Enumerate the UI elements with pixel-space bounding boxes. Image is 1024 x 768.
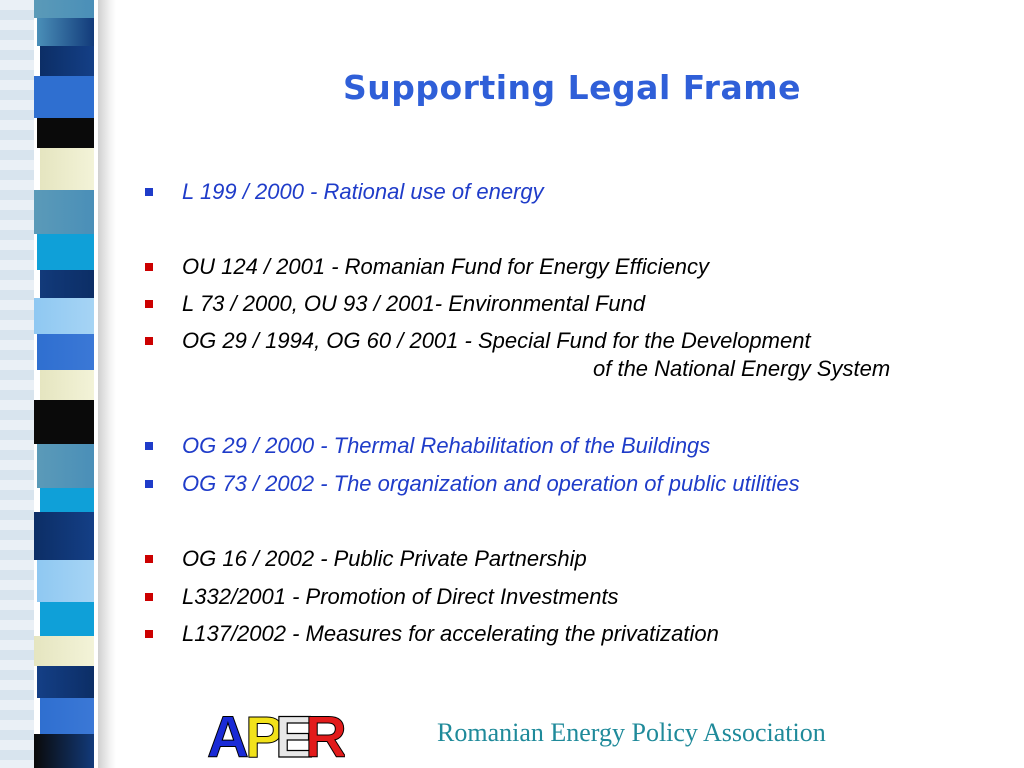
strip-block (37, 18, 94, 46)
strip-block (40, 148, 94, 190)
bullet-square-icon (145, 480, 153, 488)
slide-title: Supporting Legal Frame (343, 68, 801, 107)
strip-block (34, 0, 94, 18)
strip-pattern (0, 0, 34, 768)
aper-logo (205, 703, 345, 759)
bullet-square-icon (145, 630, 153, 638)
strip-block (37, 118, 94, 148)
decorative-side-strip (0, 0, 120, 768)
strip-block (34, 76, 94, 118)
strip-block (34, 190, 94, 234)
strip-block (40, 370, 94, 400)
strip-block (34, 512, 94, 560)
bullet-square-icon (145, 555, 153, 563)
bullet-square-icon (145, 300, 153, 308)
strip-block (34, 400, 94, 444)
strip-shadow (98, 0, 116, 768)
logo-letter-e: E (275, 705, 314, 759)
strip-block (40, 698, 94, 734)
strip-block (37, 444, 94, 488)
strip-block (37, 234, 94, 270)
strip-block (34, 734, 94, 768)
strip-block (37, 560, 94, 602)
logo-letter-r: R (305, 705, 345, 759)
bullet-square-icon (145, 593, 153, 601)
logo-letter-a: A (207, 705, 249, 759)
strip-block (40, 488, 94, 512)
strip-block (37, 334, 94, 370)
strip-block (40, 602, 94, 636)
strip-block (40, 270, 94, 298)
bullet-square-icon (145, 337, 153, 345)
list-item-continuation: of the National Energy System (593, 356, 891, 381)
bullet-square-icon (145, 188, 153, 196)
strip-block (34, 298, 94, 334)
footer-organization: Romanian Energy Policy Association (437, 718, 826, 747)
strip-block (37, 666, 94, 698)
strip-block (34, 636, 94, 666)
bullet-square-icon (145, 263, 153, 271)
logo-letter-p: P (245, 705, 284, 759)
bullet-square-icon (145, 442, 153, 450)
strip-block (40, 46, 94, 76)
